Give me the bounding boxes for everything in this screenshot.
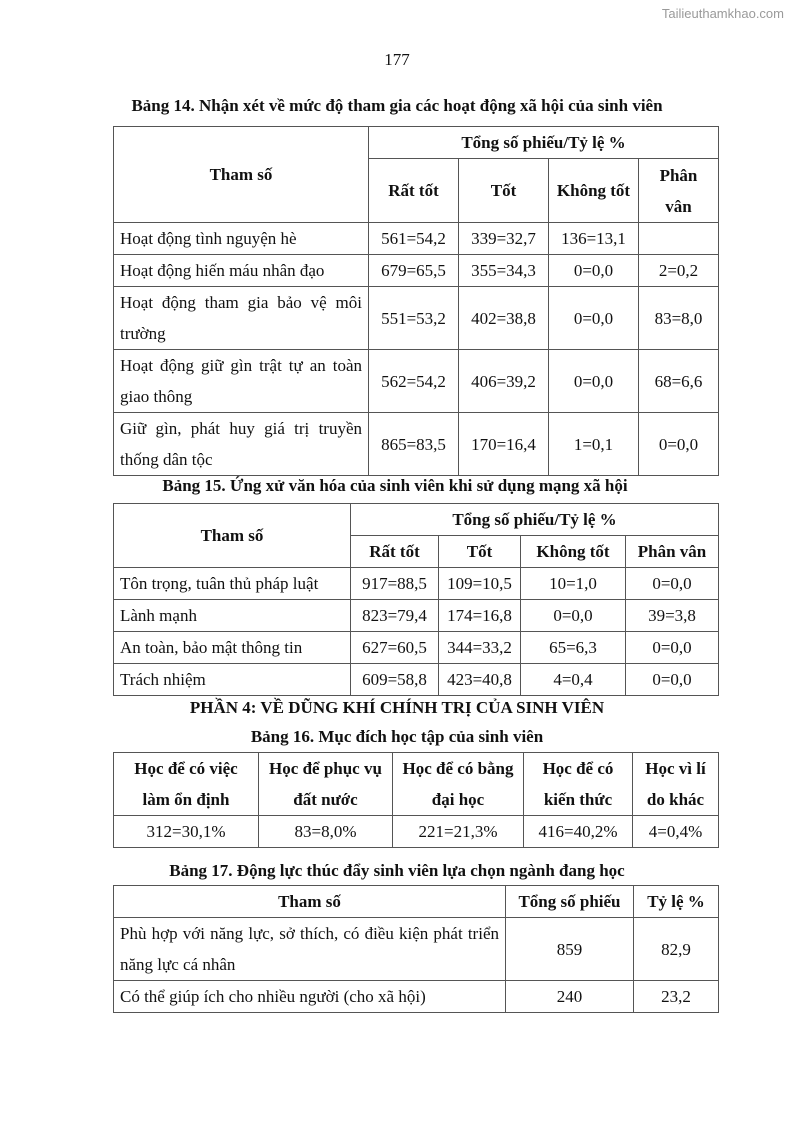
column-header: Tốt: [439, 536, 521, 568]
data-cell: 344=33,2: [439, 632, 521, 664]
data-cell: 859: [506, 918, 634, 981]
data-cell: 679=65,5: [369, 255, 459, 287]
row-label: Có thể giúp ích cho nhiều người (cho xã hội): [114, 981, 506, 1013]
table-17: [113, 885, 719, 1013]
data-cell: 609=58,8: [351, 664, 439, 696]
row-label: An toàn, bảo mật thông tin: [114, 632, 351, 664]
data-cell: 312=30,1%: [114, 816, 259, 848]
data-cell: 561=54,2: [369, 223, 459, 255]
table-row: [114, 287, 719, 350]
column-header: Phân vân: [639, 159, 719, 223]
table-row: [114, 127, 719, 159]
data-cell: 82,9: [634, 918, 719, 981]
data-cell: [639, 223, 719, 255]
data-cell: 0=0,0: [626, 568, 719, 600]
data-cell: 2=0,2: [639, 255, 719, 287]
data-cell: 68=6,6: [639, 350, 719, 413]
row-label: Hoạt động hiến máu nhân đạo: [114, 255, 369, 287]
data-cell: 0=0,0: [521, 600, 626, 632]
data-cell: 0=0,0: [549, 287, 639, 350]
data-cell: 0=0,0: [639, 413, 719, 476]
row-label: Trách nhiệm: [114, 664, 351, 696]
table-row: [114, 886, 719, 918]
data-cell: 402=38,8: [459, 287, 549, 350]
data-cell: 136=13,1: [549, 223, 639, 255]
header-param: Tham số: [114, 127, 369, 223]
table-row: [114, 504, 719, 536]
table-15-title: Bảng 15. Ứng xử văn hóa của sinh viên khi sử dụng mạng xã hội: [162, 476, 628, 495]
data-cell: 865=83,5: [369, 413, 459, 476]
table-row: [114, 981, 719, 1013]
data-cell: 0=0,0: [549, 255, 639, 287]
data-cell: 0=0,0: [626, 664, 719, 696]
column-header: Học để có việc làm ổn định: [114, 753, 259, 816]
table-14: [113, 126, 719, 476]
data-cell: 39=3,8: [626, 600, 719, 632]
table-row: [114, 753, 719, 816]
column-header: Không tốt: [521, 536, 626, 568]
data-cell: 4=0,4%: [633, 816, 719, 848]
data-cell: 4=0,4: [521, 664, 626, 696]
table-14-title: Bảng 14. Nhận xét về mức độ tham gia các hoạt động xã hội của sinh viên: [131, 96, 663, 115]
table-16: [113, 752, 719, 848]
table-row: [114, 223, 719, 255]
data-cell: 355=34,3: [459, 255, 549, 287]
data-cell: 823=79,4: [351, 600, 439, 632]
column-header: Không tốt: [549, 159, 639, 223]
column-header: Tốt: [459, 159, 549, 223]
table-row: [114, 918, 719, 981]
data-cell: 83=8,0: [639, 287, 719, 350]
data-cell: 221=21,3%: [393, 816, 524, 848]
table-17-title: Bảng 17. Động lực thúc đẩy sinh viên lựa chọn ngành đang học: [169, 861, 625, 880]
row-label: Lành mạnh: [114, 600, 351, 632]
row-label: Giữ gìn, phát huy giá trị truyền thống dân tộc: [114, 413, 369, 476]
row-label: Phù hợp với năng lực, sở thích, có điều kiện phát triển năng lực cá nhân: [114, 918, 506, 981]
header-group: Tổng số phiếu/Tỷ lệ %: [369, 127, 719, 159]
data-cell: 83=8,0%: [259, 816, 393, 848]
header-group: Tổng số phiếu/Tỷ lệ %: [351, 504, 719, 536]
data-cell: 339=32,7: [459, 223, 549, 255]
table-row: [114, 632, 719, 664]
column-header: Học vì lí do khác: [633, 753, 719, 816]
table-row: [114, 816, 719, 848]
data-cell: 416=40,2%: [524, 816, 633, 848]
row-label: Tôn trọng, tuân thủ pháp luật: [114, 568, 351, 600]
data-cell: 0=0,0: [626, 632, 719, 664]
data-cell: 1=0,1: [549, 413, 639, 476]
header-param: Tham số: [114, 504, 351, 568]
table-15: [113, 503, 719, 696]
column-header: Học để có kiến thức: [524, 753, 633, 816]
column-header: Tỷ lệ %: [634, 886, 719, 918]
table-row: [114, 664, 719, 696]
column-header: Tham số: [114, 886, 506, 918]
column-header: Phân vân: [626, 536, 719, 568]
table-row: [114, 568, 719, 600]
row-label: Hoạt động tình nguyện hè: [114, 223, 369, 255]
data-cell: 109=10,5: [439, 568, 521, 600]
table-row: [114, 600, 719, 632]
table-row: [114, 350, 719, 413]
data-cell: 65=6,3: [521, 632, 626, 664]
watermark: Tailieuthamkhao.com: [661, 6, 784, 21]
data-cell: 551=53,2: [369, 287, 459, 350]
column-header: Tổng số phiếu: [506, 886, 634, 918]
data-cell: 917=88,5: [351, 568, 439, 600]
column-header: Học để phục vụ đất nước: [259, 753, 393, 816]
data-cell: 10=1,0: [521, 568, 626, 600]
data-cell: 174=16,8: [439, 600, 521, 632]
data-cell: 23,2: [634, 981, 719, 1013]
section-heading: PHẦN 4: VỀ DŨNG KHÍ CHÍNH TRỊ CỦA SINH VIÊN: [189, 698, 605, 717]
row-label: Hoạt động giữ gìn trật tự an toàn giao thông: [114, 350, 369, 413]
table-row: [114, 413, 719, 476]
page-number: 177: [384, 50, 410, 69]
row-label: Hoạt động tham gia bảo vệ môi trường: [114, 287, 369, 350]
data-cell: 423=40,8: [439, 664, 521, 696]
data-cell: 562=54,2: [369, 350, 459, 413]
data-cell: 0=0,0: [549, 350, 639, 413]
data-cell: 627=60,5: [351, 632, 439, 664]
data-cell: 170=16,4: [459, 413, 549, 476]
table-16-title: Bảng 16. Mục đích học tập của sinh viên: [250, 727, 544, 746]
data-cell: 406=39,2: [459, 350, 549, 413]
data-cell: 240: [506, 981, 634, 1013]
table-row: [114, 255, 719, 287]
column-header: Học để có bằng đại học: [393, 753, 524, 816]
column-header: Rất tốt: [369, 159, 459, 223]
column-header: Rất tốt: [351, 536, 439, 568]
